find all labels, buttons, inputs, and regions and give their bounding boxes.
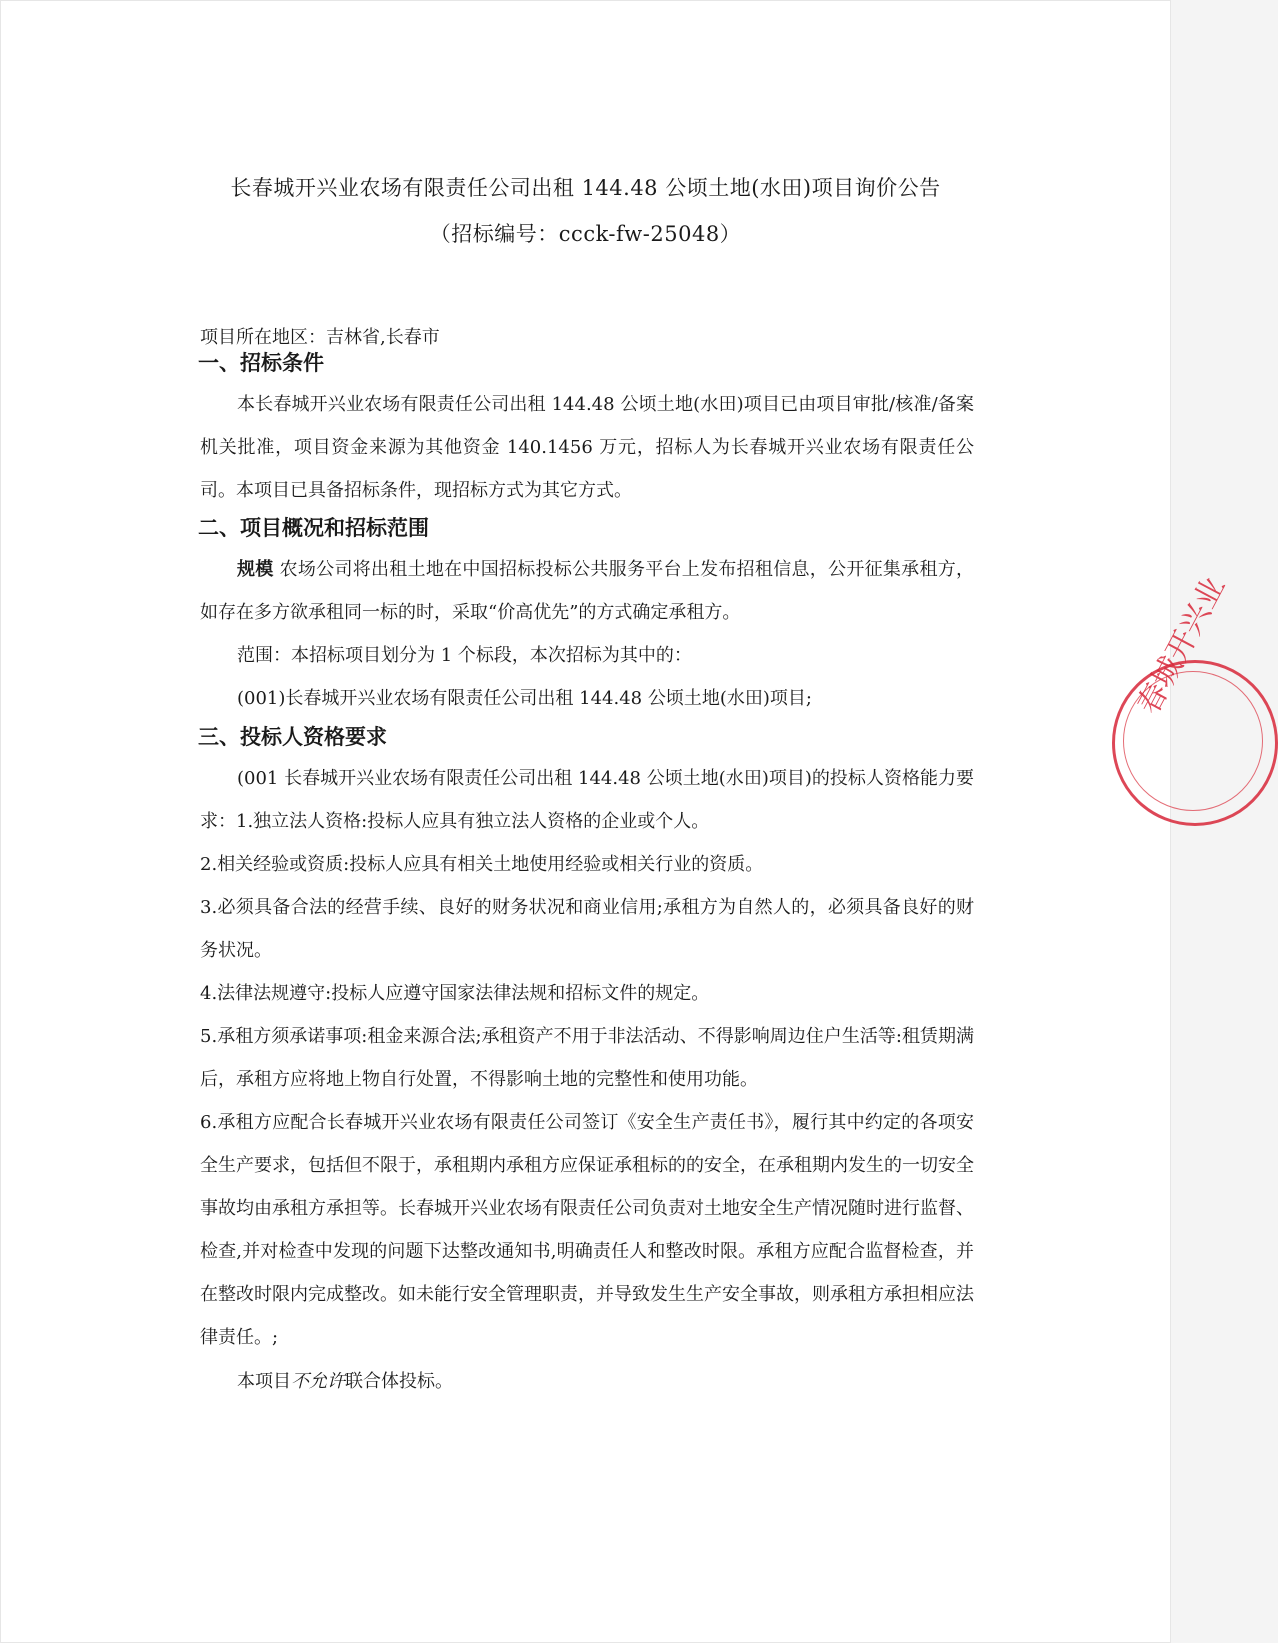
scale-label: 规模 xyxy=(237,559,274,580)
consortium-statement xyxy=(200,1360,974,1403)
consortium-suffix: 联合体投标。 xyxy=(345,1371,453,1392)
document-title: 长春城开兴业农场有限责任公司出租 144.48 公顷土地(水田)项目询价公告 xyxy=(230,176,941,200)
requirement-item-2: 2.相关经验或资质:投标人应具有相关土地使用经验或相关行业的资质。 xyxy=(200,854,764,875)
consortium-prefix: 本项目 xyxy=(237,1371,291,1392)
section3-heading: 三、投标人资格要求 xyxy=(198,725,387,749)
section2-scope: 范围：本招标项目划分为 1 个标段，本次招标为其中的： xyxy=(237,645,692,666)
section2-scale-paragraph xyxy=(200,548,974,634)
section2-heading: 二、项目概况和招标范围 xyxy=(198,516,429,540)
requirement-item-4: 4.法律法规遵守:投标人应遵守国家法律法规和招标文件的规定。 xyxy=(200,983,710,1004)
consortium-not-allowed: 不允许 xyxy=(291,1371,345,1392)
project-region: 项目所在地区：吉林省,长春市 xyxy=(200,327,440,348)
requirement-item-6: 6.承租方应配合长春城开兴业农场有限责任公司签订《安全生产责任书》，履行其中约定的各项安全生产要求，包括但不限于，承租期内承租方应保证承租标的的安全，在承租期内发生的一切安全事故均由承租方承担等。长春城开兴业农场有限责任公司负责对土地安全生产情况随时进行监督、检查,并对检查中发现的问题下达整改通知书,明确责任人和整改时限。承租方应配合监督检查，并在整改时限内完成整改。如未能行安全管理职责，并导致发生生产安全事故，则承租方承担相应法律责任。; xyxy=(200,1112,974,1348)
section2-lot: (001)长春城开兴业农场有限责任公司出租 144.48 公顷土地(水田)项目; xyxy=(237,688,812,709)
section1-heading: 一、招标条件 xyxy=(198,351,324,375)
section1-paragraph: 本长春城开兴业农场有限责任公司出租 144.48 公顷土地(水田)项目已由项目审批/核准/备案机关批准，项目资金来源为其他资金 140.1456 万元，招标人为长春城开兴业农场有限责任公司。本项目已具备招标条件，现招标方式为其它方式。 xyxy=(200,394,974,501)
requirement-item-5: 5.承租方须承诺事项:租金来源合法;承租资产不用于非法活动、不得影响周边住户生活等:租赁期满后，承租方应将地上物自行处置，不得影响土地的完整性和使用功能。 xyxy=(200,1026,974,1090)
scale-text: 农场公司将出租土地在中国招标投标公共服务平台上发布招租信息，公开征集承租方，如存在多方欲承租同一标的时，采取“价高优先”的方式确定承租方。 xyxy=(200,559,975,623)
tender-number: （招标编号：ccck-fw-25048） xyxy=(429,222,742,246)
section3-intro: (001 长春城开兴业农场有限责任公司出租 144.48 公顷土地(水田)项目)的投标人资格能力要求：1.独立法人资格:投标人应具有独立法人资格的企业或个人。 xyxy=(200,768,974,832)
seal-text: 春城开兴业 xyxy=(1131,571,1233,721)
requirement-item-3: 3.必须具备合法的经营手续、良好的财务状况和商业信用;承租方为自然人的，必须具备良好的财务状况。 xyxy=(200,897,974,961)
